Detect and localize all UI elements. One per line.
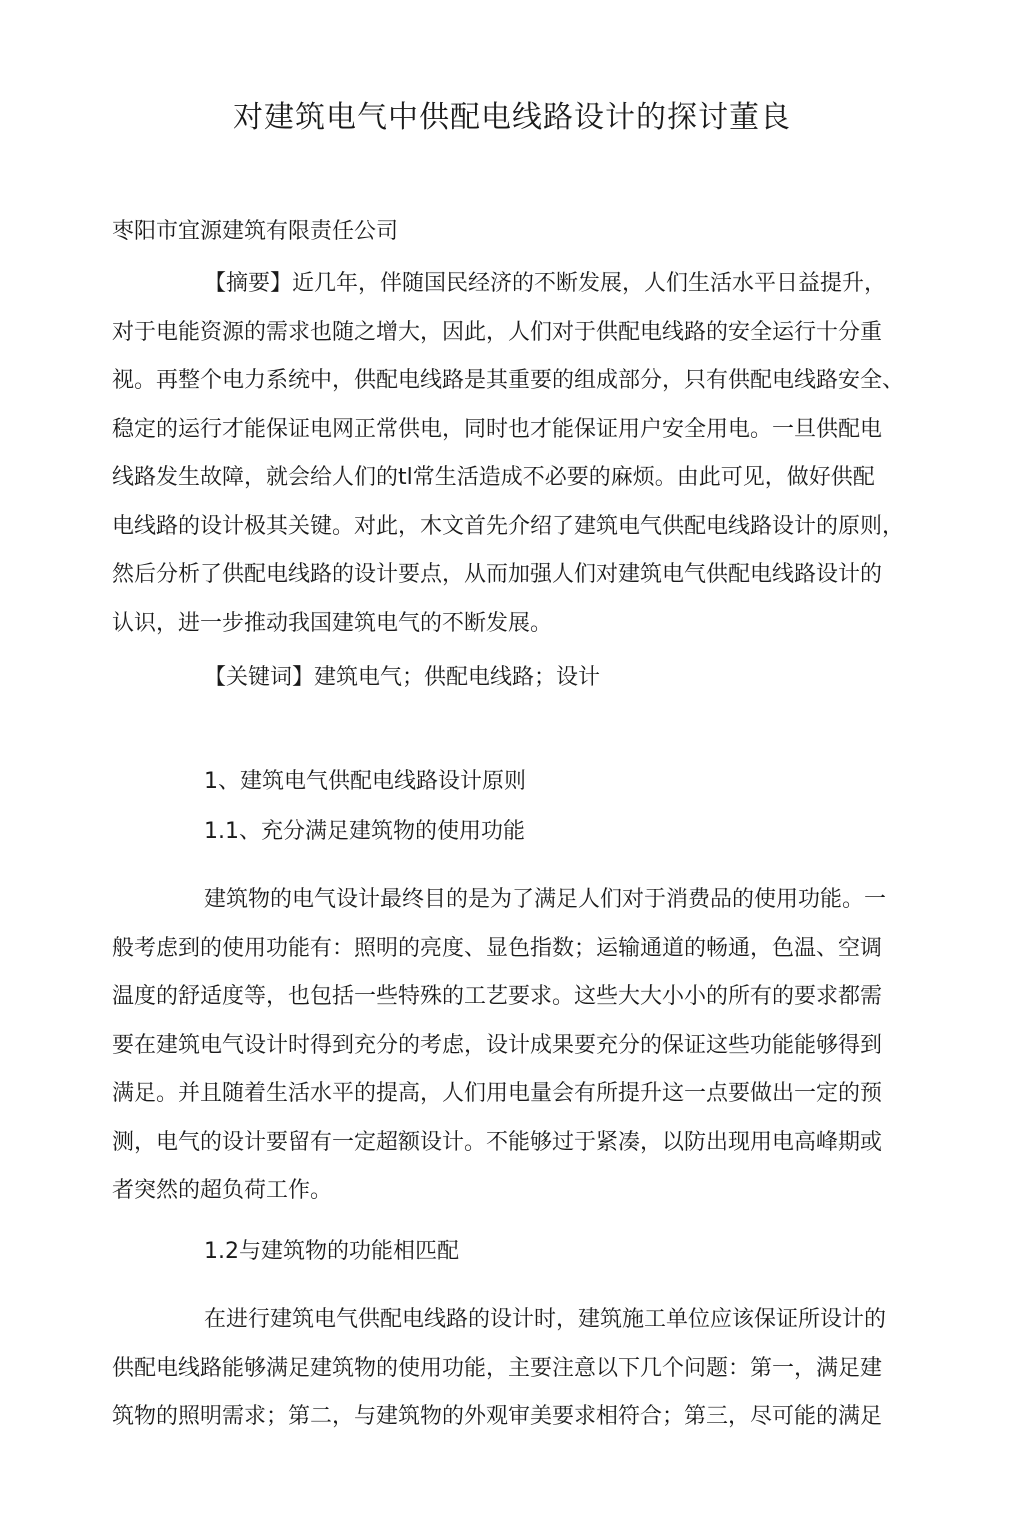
abstract-line: 然后分析了供配电线路的设计要点，从而加强人们对建筑电气供配电线路设计的 [112, 562, 883, 587]
body-line: 在进行建筑电气供配电线路的设计时，建筑施工单位应该保证所设计的 [204, 1307, 887, 1332]
abstract-line: 稳定的运行才能保证电网正常供电，同时也才能保证用户安全用电。一旦供配电 [112, 416, 883, 442]
section-1-2-paragraph [112, 1296, 892, 1442]
abstract-line: 【摘要】近几年，伴随国民经济的不断发展，人们生活水平日益提升， [204, 271, 887, 296]
body-line: 建筑物的电气设计最终目的是为了满足人们对于消费品的使用功能。一 [204, 887, 887, 912]
body-line: 温度的舒适度等，也包括一些特殊的工艺要求。这些大大小小的所有的要求都需 [112, 984, 883, 1009]
keywords-text: 【关键词】建筑电气；供配电线路；设计 [204, 665, 601, 690]
body-line: 测，电气的设计要留有一定超额设计。不能够过于紧凑，以防出现用电高峰期或 [112, 1129, 883, 1155]
subsection-heading: 1.1、充分满足建筑物的使用功能 [204, 819, 525, 844]
body-line: 者突然的超负荷工作。 [112, 1178, 333, 1203]
section-1-1-paragraph [112, 876, 892, 1216]
affiliation [112, 208, 892, 257]
body-line: 般考虑到的使用功能有：照明的亮度、显色指数；运输通道的畅通，色温、空调 [112, 935, 883, 961]
abstract-line: 电线路的设计极其关键。对此，木文首先介绍了建筑电气供配电线路设计的原则， [112, 513, 905, 539]
section-heading: 1、建筑电气供配电线路设计原则 [204, 769, 526, 794]
body-line: 供配电线路能够满足建筑物的使用功能，主要注意以下几个问题：第一，满足建 [112, 1355, 883, 1381]
affiliation-text: 枣阳市宜源建筑有限责任公司 [112, 219, 399, 244]
document-title: 对建筑电气中供配电线路设计的探讨董良 [233, 100, 791, 135]
abstract-line: 视。再整个电力系统中，供配电线路是其重要的组成部分，只有供配电线路安全、 [112, 368, 905, 393]
body-line: 筑物的照明需求；第二，与建筑物的外观审美要求相符合；第三，尽可能的满足 [112, 1404, 883, 1429]
body-line: 满足。并且随着生活水平的提高，人们用电量会有所提升这一点要做出一定的预 [112, 1081, 883, 1106]
abstract-line: 线路发生故障，就会给人们的tl常生活造成不必要的麻烦。由此可见，做好供配 [112, 465, 875, 490]
body-line: 要在建筑电气设计时得到充分的考虑，设计成果要充分的保证这些功能能够得到 [112, 1032, 883, 1058]
abstract-line: 认识，进一步推动我国建筑电气的不断发展。 [112, 610, 553, 636]
subsection-heading: 1.2与建筑物的功能相匹配 [204, 1239, 459, 1264]
keywords [112, 654, 892, 703]
abstract-paragraph [112, 260, 905, 648]
abstract-line: 对于电能资源的需求也随之增大，因此，人们对于供配电线路的安全运行十分重 [112, 319, 883, 345]
